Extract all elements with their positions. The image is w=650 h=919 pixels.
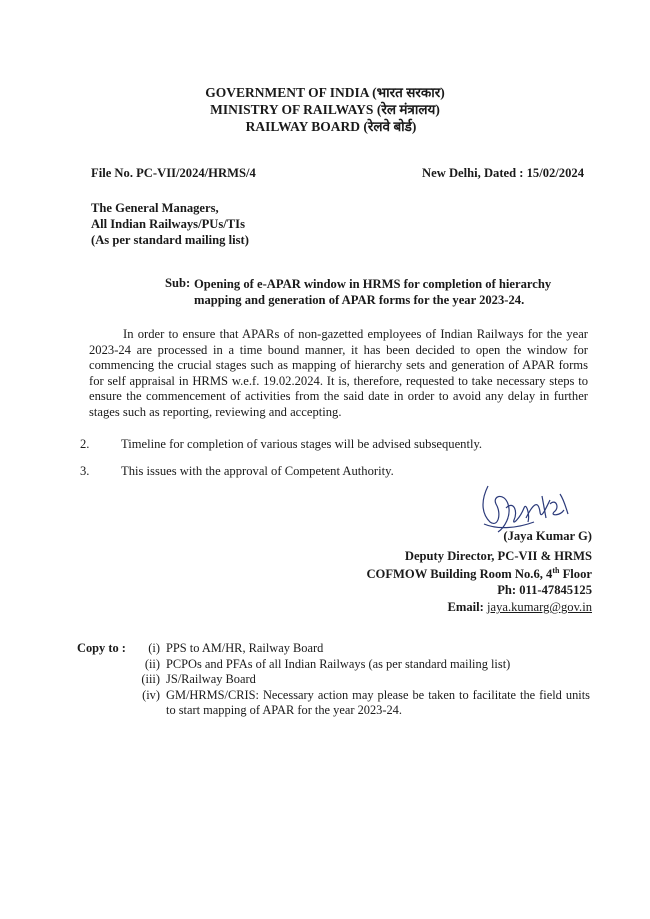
- header-line-board: RAILWAY BOARD (रेलवे बोर्ड): [245, 119, 417, 134]
- signatory-name: (Jaya Kumar G): [503, 529, 592, 543]
- date-line: New Delhi, Dated : 15/02/2024: [422, 166, 584, 180]
- signatory-email-line: [330, 600, 592, 615]
- copy-to-item-1-number: (i): [148, 641, 160, 655]
- addressee-line-1: The General Managers,: [91, 201, 219, 215]
- email-label: Email:: [447, 600, 488, 614]
- header-line-government: GOVERNMENT OF INDIA (भारत सरकार): [205, 85, 445, 100]
- copy-to-item-2-number: (ii): [144, 657, 160, 671]
- copy-to-item-1-text: PPS to AM/HR, Railway Board: [166, 641, 324, 655]
- copy-to-item-3-number: (iii): [141, 672, 160, 686]
- subject-text: [194, 276, 588, 308]
- signatory-designation: Deputy Director, PC-VII & HRMS: [404, 549, 592, 563]
- addressee-line-3: (As per standard mailing list): [91, 233, 249, 247]
- paragraph-1: In order to ensure that APARs of non-gazetted employees of Indian Railways for the year 2023-24 are processed in a time bound manner, it has been decided to open the window for commencing the crucial stages such as mapping of hierarchy sets and generation of APAR forms for self appraisal in HRMS w.e.f. 19.02.2024. It is, therefore, requested to take necessary steps to ensure the commencement of activities from the said date in order to avoid any delay in further stages such as reporting, reviewing and accepting.: [89, 327, 588, 419]
- copy-to-item-4-text: GM/HRMS/CRIS: Necessary action may please be taken to facilitate the field units to start mapping of APAR for the year 2023-24.: [166, 688, 590, 717]
- copy-to-item-3-text: JS/Railway Board: [166, 672, 256, 686]
- paragraph-3-text: This issues with the approval of Competent Authority.: [121, 464, 394, 478]
- addressee-line-2: All Indian Railways/PUs/TIs: [91, 217, 245, 231]
- header-line-ministry: MINISTRY OF RAILWAYS (रेल मंत्रालय): [210, 102, 440, 117]
- addressee-block: [91, 200, 249, 248]
- paragraph-2-number: 2.: [80, 437, 90, 451]
- building-text: COFMOW Building Room No.6, 4: [366, 567, 553, 582]
- paragraph-3-number: 3.: [80, 464, 90, 478]
- copy-to-item-4-number: (iv): [142, 688, 160, 702]
- signatory-building: [280, 566, 592, 582]
- subject-line-1: Opening of e-APAR window in HRMS for completion of hierarchy: [194, 277, 552, 291]
- building-superscript: th: [552, 566, 560, 575]
- copy-to-label: Copy to :: [77, 641, 126, 655]
- paragraph-2-text: Timeline for completion of various stages will be advised subsequently.: [121, 437, 483, 451]
- email-link[interactable]: jaya.kumarg@gov.in: [487, 600, 592, 614]
- file-number: File No. PC-VII/2024/HRMS/4: [91, 166, 256, 180]
- subject-label: Sub:: [165, 276, 191, 290]
- subject-line-2: mapping and generation of APAR forms for the year 2023-24.: [194, 293, 525, 307]
- building-floor: Floor: [559, 567, 592, 582]
- copy-to-item-2-text: PCPOs and PFAs of all Indian Railways (as per standard mailing list): [166, 657, 511, 671]
- signatory-phone: Ph: 011-47845125: [497, 583, 592, 597]
